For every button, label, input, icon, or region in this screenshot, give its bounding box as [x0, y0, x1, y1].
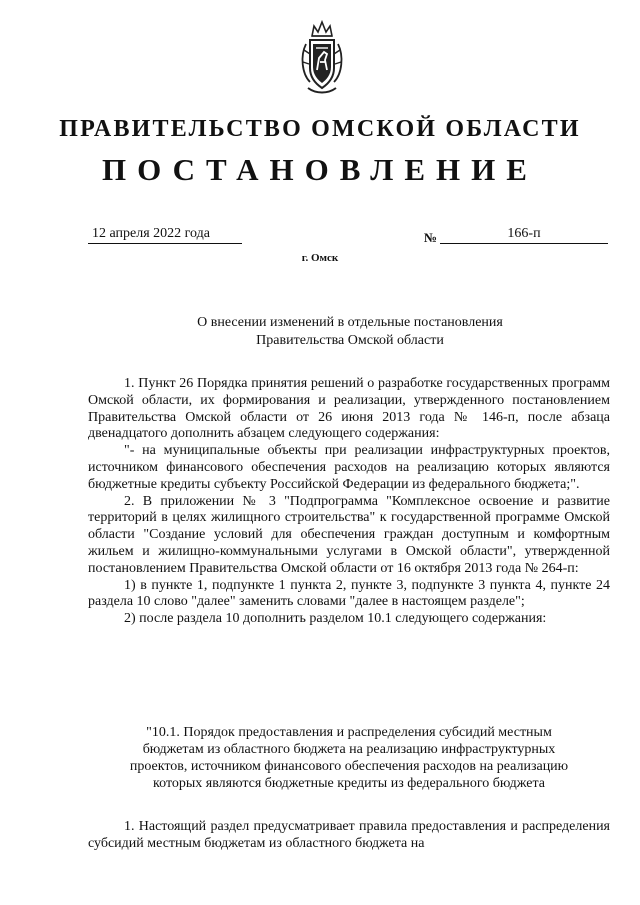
paragraph-2: "- на муниципальные объекты при реализации инфраструктурных проектов, источником финансового обеспечения расходов на реализацию которых являются бюджетные кредиты субъекту Российской Федерации из федерального бюджета;". — [88, 443, 610, 492]
document-date: 12 апреля 2022 года — [88, 226, 242, 244]
subject-line-1: О внесении изменений в отдельные постановления — [197, 315, 503, 330]
paragraph-1: 1. Пункт 26 Порядка принятия решений о разработке государственных программ Омской области, их формирования и реализации, утвержденного постановлением Правительства Омской области от 26 июня 2013 года № 146-п, после абзаца двенадцатого дополнить абзацем следующего содержания: — [88, 376, 610, 442]
document-city: г. Омск — [301, 252, 339, 264]
section-title-line-3: проектов, источником финансового обеспечения расходов на реализацию — [129, 759, 569, 774]
paragraph-4: 1) в пункте 1, подпункте 1 пункта 2, пункте 3, подпункте 3 пункта 4, пункте 24 раздела 10 слово "далее" заменить словами "далее в настоящем разделе"; — [88, 577, 610, 610]
government-title: ПРАВИТЕЛЬСТВО ОМСКОЙ ОБЛАСТИ — [59, 116, 581, 142]
paragraph-3: 2. В приложении № 3 "Подпрограмма "Комплексное освоение и развитие территорий в целях жилищного строительства" к государственной программе Омской области "Создание условий для обеспечения граждан доступным и комфортным жильем и жилищно-коммунальными услугами в Омской области", утвержденной постановлением Правительства Омской области от 16 октября 2013 года № 264-п: — [88, 493, 610, 576]
section-title-line-1: "10.1. Порядок предоставления и распределения субсидий местным — [146, 725, 552, 740]
document-body — [88, 376, 610, 628]
section-title-line-4: которых являются бюджетные кредиты из федерального бюджета — [153, 776, 545, 791]
section-paragraph-1: 1. Настоящий раздел предусматривает правила предоставления и распределения субсидий местным бюджетам из областного бюджета на — [88, 819, 610, 851]
subject-line-2: Правительства Омской области — [256, 333, 444, 348]
document-subject — [100, 314, 600, 350]
paragraph-5: 2) после раздела 10 дополнить разделом 10.1 следующего содержания: — [124, 611, 547, 627]
number-label: № — [424, 230, 438, 245]
section-title — [96, 724, 602, 792]
section-body — [88, 818, 610, 852]
document-number: 166-п — [440, 226, 608, 244]
omsk-coat-of-arms-icon — [298, 18, 346, 96]
document-type: ПОСТАНОВЛЕНИЕ — [102, 152, 538, 187]
section-title-line-2: бюджетам из областного бюджета на реализацию инфраструктурных — [142, 742, 556, 757]
